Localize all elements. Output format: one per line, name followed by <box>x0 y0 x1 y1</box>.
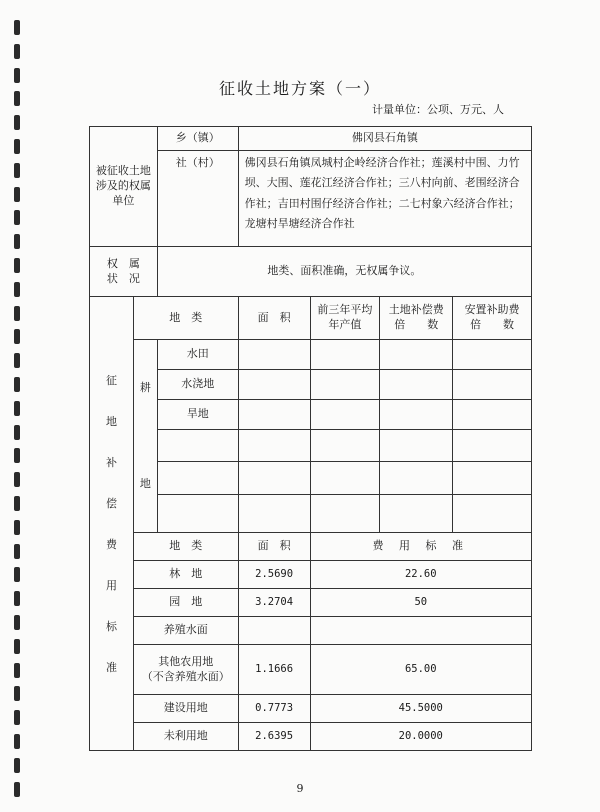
table-cell <box>310 340 380 370</box>
table-cell <box>380 340 453 370</box>
village-label: 社（村） <box>157 151 238 247</box>
table-cell <box>453 340 532 370</box>
table-cell <box>380 494 453 532</box>
table-cell <box>380 429 453 462</box>
town-label: 乡（镇） <box>157 127 238 151</box>
binding-ring <box>14 520 20 535</box>
binding-ring <box>14 472 20 487</box>
other-row-type: 建设用地 <box>133 695 238 723</box>
compensation-side-label: 征 地 补 偿 费 用 标 准 <box>90 297 134 751</box>
header-avg-output: 前三年平均 年产值 <box>310 297 380 340</box>
other-row-standard: 22.60 <box>310 561 531 589</box>
binding-ring <box>14 210 20 225</box>
binding-ring <box>14 329 20 344</box>
other-row-area <box>238 617 310 645</box>
ownership-label: 被征收土地 涉及的权属单位 <box>90 127 158 247</box>
table-cell <box>310 369 380 399</box>
binding-ring <box>14 306 20 321</box>
table-cell <box>157 462 238 495</box>
other-row-area: 1.1666 <box>238 645 310 695</box>
binding-ring <box>14 496 20 511</box>
header-resettlement: 安置补助费 倍 数 <box>453 297 532 340</box>
table-cell <box>157 429 238 462</box>
binding-ring <box>14 234 20 249</box>
binding-ring <box>14 615 20 630</box>
binding-ring <box>14 686 20 701</box>
binding-ring <box>14 758 20 773</box>
farmland-row-type: 水田 <box>157 340 238 370</box>
other-row-type: 其他农用地 （不含养殖水面） <box>133 645 238 695</box>
table-cell <box>453 399 532 429</box>
rights-label: 权 属 状 况 <box>90 247 158 297</box>
table-cell <box>453 429 532 462</box>
table-cell <box>238 462 310 495</box>
binding-ring <box>14 44 20 59</box>
table-cell <box>238 369 310 399</box>
table-cell <box>310 399 380 429</box>
binding-ring <box>14 425 20 440</box>
table-cell <box>380 399 453 429</box>
table-cell <box>310 494 380 532</box>
header-land-type: 地 类 <box>133 297 238 340</box>
other-row-area: 0.7773 <box>238 695 310 723</box>
other-row-standard: 45.5000 <box>310 695 531 723</box>
binding-ring <box>14 567 20 582</box>
page-number: 9 <box>296 782 304 795</box>
binding-ring <box>14 734 20 749</box>
other-row-area: 3.2704 <box>238 589 310 617</box>
table-cell <box>238 429 310 462</box>
binding-ring <box>14 663 20 678</box>
land-acquisition-table <box>89 126 532 751</box>
farmland-row-type: 水浇地 <box>157 369 238 399</box>
page-title: 征收土地方案（一） <box>218 79 381 98</box>
other-row-standard: 65.00 <box>310 645 531 695</box>
table-cell <box>380 462 453 495</box>
table-cell <box>380 369 453 399</box>
town-value: 佛冈县石角镇 <box>238 127 531 151</box>
table-cell <box>238 494 310 532</box>
binding-ring <box>14 544 20 559</box>
binding-ring <box>14 282 20 297</box>
table-cell <box>310 429 380 462</box>
table-cell <box>453 462 532 495</box>
other-row-type: 养殖水面 <box>133 617 238 645</box>
binding-ring <box>14 187 20 202</box>
farmland-row-type: 旱地 <box>157 399 238 429</box>
binding-ring <box>14 591 20 606</box>
other-row-type: 园 地 <box>133 589 238 617</box>
binding-ring <box>14 353 20 368</box>
other-row-standard: 20.0000 <box>310 723 531 751</box>
binding-ring <box>14 377 20 392</box>
village-value: 佛冈县石角镇凤城村企岭经济合作社；莲溪村中围、力竹坝、大围、莲花江经济合作社；三八村向前、老围经济合作社；吉田村围仔经济合作社；二七村象六经济合作社；龙塘村旱塘经济合作社 <box>238 151 531 247</box>
other-header-area: 面 积 <box>238 533 310 561</box>
table-cell <box>238 340 310 370</box>
binding-ring <box>14 20 20 35</box>
table-cell <box>453 494 532 532</box>
binding-ring <box>14 258 20 273</box>
table-cell <box>238 399 310 429</box>
binding-ring <box>14 401 20 416</box>
other-row-area: 2.6395 <box>238 723 310 751</box>
other-row-standard <box>310 617 531 645</box>
binding-ring <box>14 139 20 154</box>
other-header-standard: 费 用 标 准 <box>310 533 531 561</box>
other-row-type: 林 地 <box>133 561 238 589</box>
binding-ring <box>14 163 20 178</box>
header-land-fee: 土地补偿费 倍 数 <box>380 297 453 340</box>
other-header-type: 地 类 <box>133 533 238 561</box>
binding-ring <box>14 710 20 725</box>
other-row-area: 2.5690 <box>238 561 310 589</box>
table-cell <box>310 462 380 495</box>
farmland-label: 耕 地 <box>133 340 157 533</box>
rights-value: 地类、面积准确，无权属争议。 <box>157 247 531 297</box>
measurement-unit: 计量单位：公项、万元、人 <box>372 103 504 116</box>
other-row-type: 未利用地 <box>133 723 238 751</box>
binding-ring <box>14 115 20 130</box>
other-row-standard: 50 <box>310 589 531 617</box>
binding-ring <box>14 639 20 654</box>
header-area: 面 积 <box>238 297 310 340</box>
table-cell <box>157 494 238 532</box>
binding-ring <box>14 448 20 463</box>
table-cell <box>453 369 532 399</box>
binding-rings <box>14 20 22 810</box>
